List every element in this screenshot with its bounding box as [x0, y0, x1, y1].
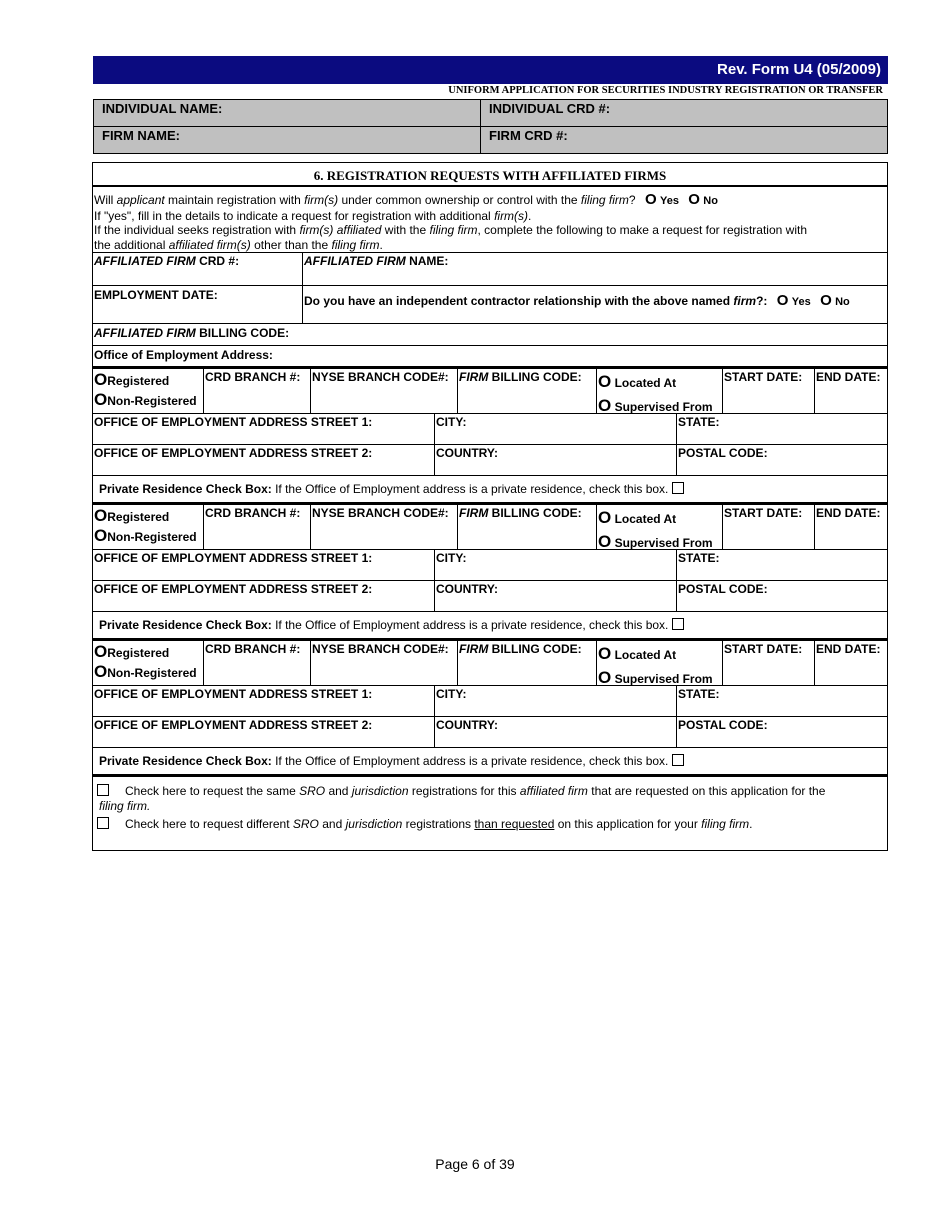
- private-residence-text: If the Office of Employment address is a private residence, check this box.: [271, 754, 669, 768]
- employment-row: [93, 286, 887, 324]
- registered-radio[interactable]: O: [94, 370, 108, 389]
- individual-crd-field[interactable]: INDIVIDUAL CRD #:: [489, 101, 611, 116]
- start-date-field[interactable]: START DATE:: [723, 641, 815, 685]
- contractor-yes-radio[interactable]: O: [776, 292, 789, 309]
- location-type: [597, 641, 723, 685]
- diff-c: and: [318, 817, 346, 831]
- same-c: and: [325, 784, 352, 798]
- firm-billing-label: BILLING CODE:: [488, 370, 582, 384]
- q1-text-d: firm(s): [304, 193, 339, 207]
- contractor-no-radio[interactable]: O: [820, 292, 832, 309]
- q1-text-f: filing firm: [580, 193, 629, 207]
- street2-field[interactable]: OFFICE OF EMPLOYMENT ADDRESS STREET 2:: [93, 717, 435, 747]
- private-residence-checkbox[interactable]: [672, 754, 684, 766]
- line2-b: firm(s): [494, 208, 529, 223]
- firm-name-field[interactable]: FIRM NAME:: [94, 127, 481, 153]
- non-registered-label: Non-Registered: [107, 394, 197, 408]
- contractor-yes-label: Yes: [791, 296, 811, 308]
- postal-code-field[interactable]: POSTAL CODE:: [678, 582, 768, 596]
- diff-h: filing firm: [701, 817, 750, 831]
- diff-b: SRO: [292, 817, 319, 831]
- registered-radio[interactable]: O: [94, 642, 108, 661]
- affiliated-billing-field[interactable]: [93, 324, 887, 345]
- nyse-branch-field[interactable]: NYSE BRANCH CODE#:: [311, 369, 458, 413]
- q1-text-b: applicant: [116, 193, 165, 207]
- diff-d: jurisdiction: [345, 817, 403, 831]
- private-residence-title: Private Residence Check Box:: [99, 618, 272, 632]
- registered-radio[interactable]: O: [94, 506, 108, 525]
- end-date-field[interactable]: END DATE:: [816, 370, 881, 384]
- billing-italic: AFFILIATED FIRM: [94, 326, 196, 340]
- applicant-header: [93, 99, 888, 154]
- aff-name-italic: AFFILIATED FIRM: [304, 254, 406, 268]
- street2-field[interactable]: OFFICE OF EMPLOYMENT ADDRESS STREET 2:: [93, 581, 435, 611]
- same-registrations-checkbox[interactable]: [97, 784, 109, 796]
- same-g: that are requested on this application for the: [587, 784, 826, 798]
- postal-code-field[interactable]: POSTAL CODE:: [678, 718, 768, 732]
- supervised-from-radio[interactable]: O: [598, 532, 612, 551]
- firm-billing-label: BILLING CODE:: [488, 642, 582, 656]
- registered-label: Registered: [107, 646, 170, 660]
- registration-status: [93, 641, 204, 685]
- private-residence-text: If the Office of Employment address is a private residence, check this box.: [271, 482, 669, 496]
- form-subtitle: UNIFORM APPLICATION FOR SECURITIES INDUSTRY REGISTRATION OR TRANSFER: [448, 85, 883, 96]
- affiliated-crd-field[interactable]: [93, 253, 303, 285]
- contractor-q-a: Do you have an independent contractor relationship with the above named: [304, 294, 734, 308]
- private-residence-text: If the Office of Employment address is a private residence, check this box.: [271, 618, 669, 632]
- private-residence-row: [93, 476, 887, 505]
- same-h: filing firm.: [99, 799, 151, 813]
- state-field[interactable]: STATE:: [678, 415, 720, 429]
- nyse-branch-field[interactable]: NYSE BRANCH CODE#:: [311, 505, 458, 549]
- non-registered-radio[interactable]: O: [94, 662, 108, 681]
- firm-billing-field[interactable]: [458, 641, 597, 685]
- located-at-radio[interactable]: O: [598, 372, 612, 391]
- private-residence-row: [93, 748, 887, 777]
- diff-f: than requested: [474, 817, 555, 831]
- supervised-from-radio[interactable]: O: [598, 396, 612, 415]
- private-residence-title: Private Residence Check Box:: [99, 754, 272, 768]
- registration-status: [93, 505, 204, 549]
- line4-b: affiliated firm(s): [168, 237, 251, 252]
- line3-b: firm(s) affiliated: [299, 223, 382, 237]
- q1-no-radio[interactable]: O: [688, 191, 700, 208]
- individual-name-field[interactable]: INDIVIDUAL NAME:: [94, 100, 481, 126]
- start-date-field[interactable]: START DATE:: [723, 505, 815, 549]
- aff-name-label: NAME:: [405, 254, 449, 268]
- firm-billing-field[interactable]: [458, 369, 597, 413]
- registered-label: Registered: [107, 374, 170, 388]
- q1-text-a: Will: [94, 193, 117, 207]
- line3-a: If the individual seeks registration with: [94, 223, 300, 237]
- non-registered-label: Non-Registered: [107, 530, 197, 544]
- supervised-from-label: Supervised From: [614, 536, 713, 550]
- crd-branch-field[interactable]: CRD BRANCH #:: [204, 369, 311, 413]
- firm-billing-italic: FIRM: [459, 642, 489, 656]
- contractor-q-b: firm: [733, 294, 757, 308]
- street1-field[interactable]: OFFICE OF EMPLOYMENT ADDRESS STREET 1:: [93, 686, 435, 716]
- aff-crd-label: CRD #:: [195, 254, 240, 268]
- postal-code-field[interactable]: POSTAL CODE:: [678, 446, 768, 460]
- office-address-row: [93, 346, 887, 369]
- crd-branch-field[interactable]: CRD BRANCH #:: [204, 505, 311, 549]
- private-residence-checkbox[interactable]: [672, 482, 684, 494]
- nyse-branch-field[interactable]: NYSE BRANCH CODE#:: [311, 641, 458, 685]
- state-field[interactable]: STATE:: [678, 551, 720, 565]
- q1-yes-radio[interactable]: O: [644, 191, 657, 208]
- same-d: jurisdiction: [351, 784, 409, 798]
- form-revision-banner: Rev. Form U4 (05/2009): [93, 56, 888, 84]
- affiliated-firm-row: [93, 253, 887, 286]
- firm-billing-label: BILLING CODE:: [488, 506, 582, 520]
- q1-text-c: maintain registration with: [164, 193, 305, 207]
- diff-e: registrations: [402, 817, 475, 831]
- firm-crd-field[interactable]: FIRM CRD #:: [489, 128, 568, 143]
- q1-yes-label: Yes: [659, 195, 679, 207]
- firm-billing-field[interactable]: [458, 505, 597, 549]
- city-field[interactable]: CITY:: [435, 550, 677, 580]
- crd-branch-field[interactable]: CRD BRANCH #:: [204, 641, 311, 685]
- location-type: [597, 369, 723, 413]
- q1-text-e: under common ownership or control with the: [338, 193, 581, 207]
- location-block: [93, 505, 887, 641]
- country-field[interactable]: COUNTRY:: [435, 445, 677, 475]
- q1-text-g: ?: [628, 193, 636, 207]
- contractor-q-c: ?:: [756, 294, 768, 308]
- firm-billing-italic: FIRM: [459, 370, 489, 384]
- end-date-field[interactable]: END DATE:: [816, 642, 881, 656]
- city-field[interactable]: CITY:: [435, 686, 677, 716]
- start-date-field[interactable]: START DATE:: [723, 369, 815, 413]
- billing-code-row: [93, 324, 887, 346]
- billing-label: BILLING CODE:: [195, 326, 290, 340]
- located-at-label: Located At: [614, 512, 677, 526]
- street1-field[interactable]: OFFICE OF EMPLOYMENT ADDRESS STREET 1:: [93, 414, 435, 444]
- diff-g: on this application for your: [554, 817, 702, 831]
- section-instructions: [93, 187, 887, 253]
- end-date-field[interactable]: END DATE:: [816, 506, 881, 520]
- line4-d: filing firm: [331, 237, 380, 252]
- country-field[interactable]: COUNTRY:: [435, 717, 677, 747]
- street2-field[interactable]: OFFICE OF EMPLOYMENT ADDRESS STREET 2:: [93, 445, 435, 475]
- page-number: Page 6 of 39: [435, 1156, 515, 1172]
- line2-c: .: [528, 208, 532, 223]
- supervised-from-label: Supervised From: [614, 400, 713, 414]
- country-field[interactable]: COUNTRY:: [435, 581, 677, 611]
- registered-label: Registered: [107, 510, 170, 524]
- location-block: [93, 369, 887, 505]
- line3-d: filing firm: [429, 223, 478, 237]
- diff-a: Check here to request different: [125, 817, 293, 831]
- location-block: [93, 641, 887, 777]
- contractor-no-label: No: [835, 296, 850, 308]
- state-field[interactable]: STATE:: [678, 687, 720, 701]
- non-registered-radio[interactable]: O: [94, 526, 108, 545]
- line3-c: with the: [381, 223, 430, 237]
- non-registered-radio[interactable]: O: [94, 390, 108, 409]
- city-field[interactable]: CITY:: [435, 414, 677, 444]
- line4-c: other than the: [250, 237, 332, 252]
- location-type: [597, 505, 723, 549]
- same-b: SRO: [299, 784, 326, 798]
- section-title: 6. REGISTRATION REQUESTS WITH AFFILIATED FIRMS: [93, 163, 887, 187]
- office-address-heading: Office of Employment Address:: [94, 348, 273, 362]
- same-e: registrations for this: [408, 784, 520, 798]
- diff-i: .: [749, 817, 753, 831]
- affiliated-name-field[interactable]: [303, 253, 887, 285]
- employment-date-field[interactable]: EMPLOYMENT DATE:: [93, 286, 303, 323]
- aff-crd-italic: AFFILIATED FIRM: [94, 254, 196, 268]
- same-a: Check here to request the same: [125, 784, 300, 798]
- different-registrations-checkbox[interactable]: [97, 817, 109, 829]
- section-6: [92, 162, 888, 851]
- private-residence-title: Private Residence Check Box:: [99, 482, 272, 496]
- line3-e: , complete the following to make a request for registration with: [477, 223, 807, 237]
- line4-e: .: [379, 237, 383, 252]
- sro-jurisdiction-options: [93, 777, 887, 832]
- supervised-from-radio[interactable]: O: [598, 668, 612, 687]
- firm-billing-italic: FIRM: [459, 506, 489, 520]
- located-at-radio[interactable]: O: [598, 508, 612, 527]
- street1-field[interactable]: OFFICE OF EMPLOYMENT ADDRESS STREET 1:: [93, 550, 435, 580]
- contractor-question: [303, 286, 887, 323]
- q1-no-label: No: [703, 195, 718, 207]
- non-registered-label: Non-Registered: [107, 666, 197, 680]
- located-at-label: Located At: [614, 376, 677, 390]
- registration-status: [93, 369, 204, 413]
- located-at-label: Located At: [614, 648, 677, 662]
- private-residence-row: [93, 612, 887, 641]
- line4-a: the additional: [94, 237, 169, 252]
- same-f: affiliated firm: [519, 784, 588, 798]
- located-at-radio[interactable]: O: [598, 644, 612, 663]
- line2-a: If "yes", fill in the details to indicate a request for registration with additional: [94, 208, 495, 223]
- private-residence-checkbox[interactable]: [672, 618, 684, 630]
- supervised-from-label: Supervised From: [614, 672, 713, 686]
